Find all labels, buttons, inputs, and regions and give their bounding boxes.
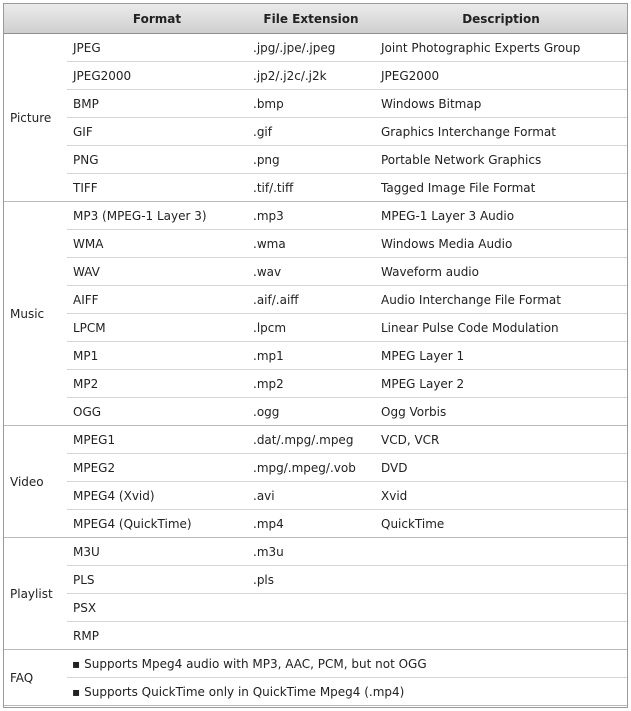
- extension-cell: .mp1: [247, 342, 375, 370]
- format-cell: MPEG2: [67, 454, 247, 482]
- table-row: [4, 90, 627, 118]
- description-cell: Audio Interchange File Format: [375, 286, 627, 314]
- faq-note: [67, 650, 627, 678]
- description-cell: VCD, VCR: [375, 426, 627, 454]
- category-cell-playlist: Playlist: [4, 538, 67, 650]
- extension-cell: .mp2: [247, 370, 375, 398]
- format-cell: LPCM: [67, 314, 247, 342]
- table-row: [4, 34, 627, 62]
- extension-cell: .pls: [247, 566, 375, 594]
- description-cell: Windows Media Audio: [375, 230, 627, 258]
- table-row: [4, 510, 627, 538]
- extension-cell: .mpg/.mpeg/.vob: [247, 454, 375, 482]
- description-cell: JPEG2000: [375, 62, 627, 90]
- format-cell: MP1: [67, 342, 247, 370]
- format-column-header: Format: [67, 4, 247, 34]
- table-row: [4, 594, 627, 622]
- description-cell: Tagged Image File Format: [375, 174, 627, 202]
- description-cell: MPEG Layer 2: [375, 370, 627, 398]
- extension-cell: .avi: [247, 482, 375, 510]
- category-cell-picture: Picture: [4, 34, 67, 202]
- table-row: [4, 342, 627, 370]
- format-cell: MP3 (MPEG-1 Layer 3): [67, 202, 247, 230]
- table-row: [4, 202, 627, 230]
- description-cell: [375, 566, 627, 594]
- description-cell: Portable Network Graphics: [375, 146, 627, 174]
- extension-cell: .m3u: [247, 538, 375, 566]
- description-cell: Graphics Interchange Format: [375, 118, 627, 146]
- description-cell: DVD: [375, 454, 627, 482]
- format-cell: MP2: [67, 370, 247, 398]
- extension-cell: .mp3: [247, 202, 375, 230]
- faq-row: [4, 678, 627, 706]
- description-cell: MPEG-1 Layer 3 Audio: [375, 202, 627, 230]
- category-cell-video: Video: [4, 426, 67, 538]
- format-cell: MPEG1: [67, 426, 247, 454]
- table-header-row: [4, 4, 627, 34]
- description-cell: MPEG Layer 1: [375, 342, 627, 370]
- format-cell: WAV: [67, 258, 247, 286]
- table-row: [4, 454, 627, 482]
- description-cell: Linear Pulse Code Modulation: [375, 314, 627, 342]
- table-row: [4, 286, 627, 314]
- format-cell: GIF: [67, 118, 247, 146]
- format-cell: OGG: [67, 398, 247, 426]
- table-row: [4, 370, 627, 398]
- table-row: [4, 622, 627, 650]
- table-row: [4, 230, 627, 258]
- extension-cell: .dat/.mpg/.mpeg: [247, 426, 375, 454]
- format-cell: PSX: [67, 594, 247, 622]
- bullet-icon: ▪: [72, 656, 81, 671]
- extension-cell: .mp4: [247, 510, 375, 538]
- extension-cell: .wav: [247, 258, 375, 286]
- table-row: [4, 314, 627, 342]
- format-cell: AIFF: [67, 286, 247, 314]
- extension-cell: .jp2/.j2c/.j2k: [247, 62, 375, 90]
- description-cell: Joint Photographic Experts Group: [375, 34, 627, 62]
- table-row: [4, 398, 627, 426]
- description-cell: QuickTime: [375, 510, 627, 538]
- format-cell: WMA: [67, 230, 247, 258]
- faq-note-text: Supports QuickTime only in QuickTime Mpeg4 (.mp4): [84, 684, 405, 699]
- faq-note: [67, 678, 627, 706]
- format-cell: MPEG4 (QuickTime): [67, 510, 247, 538]
- format-cell: TIFF: [67, 174, 247, 202]
- table-row: [4, 62, 627, 90]
- extension-cell: [247, 594, 375, 622]
- extension-cell: .tif/.tiff: [247, 174, 375, 202]
- format-cell: JPEG2000: [67, 62, 247, 90]
- table-row: [4, 482, 627, 510]
- table-body: [4, 34, 627, 706]
- table-row: [4, 174, 627, 202]
- faq-row: [4, 650, 627, 678]
- category-cell-music: Music: [4, 202, 67, 426]
- table-row: [4, 146, 627, 174]
- extension-cell: .jpg/.jpe/.jpeg: [247, 34, 375, 62]
- table-row: [4, 566, 627, 594]
- extension-cell: .lpcm: [247, 314, 375, 342]
- category-column-header: [4, 4, 67, 34]
- extension-cell: .gif: [247, 118, 375, 146]
- extension-cell: .ogg: [247, 398, 375, 426]
- table-row: [4, 426, 627, 454]
- description-cell: Windows Bitmap: [375, 90, 627, 118]
- extension-cell: .bmp: [247, 90, 375, 118]
- supported-formats-table: [4, 4, 627, 706]
- bullet-icon: ▪: [72, 684, 81, 699]
- description-cell: [375, 594, 627, 622]
- description-cell: Xvid: [375, 482, 627, 510]
- format-cell: MPEG4 (Xvid): [67, 482, 247, 510]
- description-cell: Waveform audio: [375, 258, 627, 286]
- table-row: [4, 538, 627, 566]
- table-row: [4, 118, 627, 146]
- faq-note-text: Supports Mpeg4 audio with MP3, AAC, PCM, but not OGG: [84, 656, 427, 671]
- extension-cell: .png: [247, 146, 375, 174]
- description-column-header: Description: [375, 4, 627, 34]
- category-cell-faq: FAQ: [4, 650, 67, 706]
- table-row: [4, 258, 627, 286]
- format-cell: RMP: [67, 622, 247, 650]
- format-cell: BMP: [67, 90, 247, 118]
- extension-cell: .aif/.aiff: [247, 286, 375, 314]
- format-cell: M3U: [67, 538, 247, 566]
- description-cell: [375, 622, 627, 650]
- format-cell: JPEG: [67, 34, 247, 62]
- extension-column-header: File Extension: [247, 4, 375, 34]
- extension-cell: .wma: [247, 230, 375, 258]
- format-cell: PLS: [67, 566, 247, 594]
- description-cell: Ogg Vorbis: [375, 398, 627, 426]
- extension-cell: [247, 622, 375, 650]
- description-cell: [375, 538, 627, 566]
- format-cell: PNG: [67, 146, 247, 174]
